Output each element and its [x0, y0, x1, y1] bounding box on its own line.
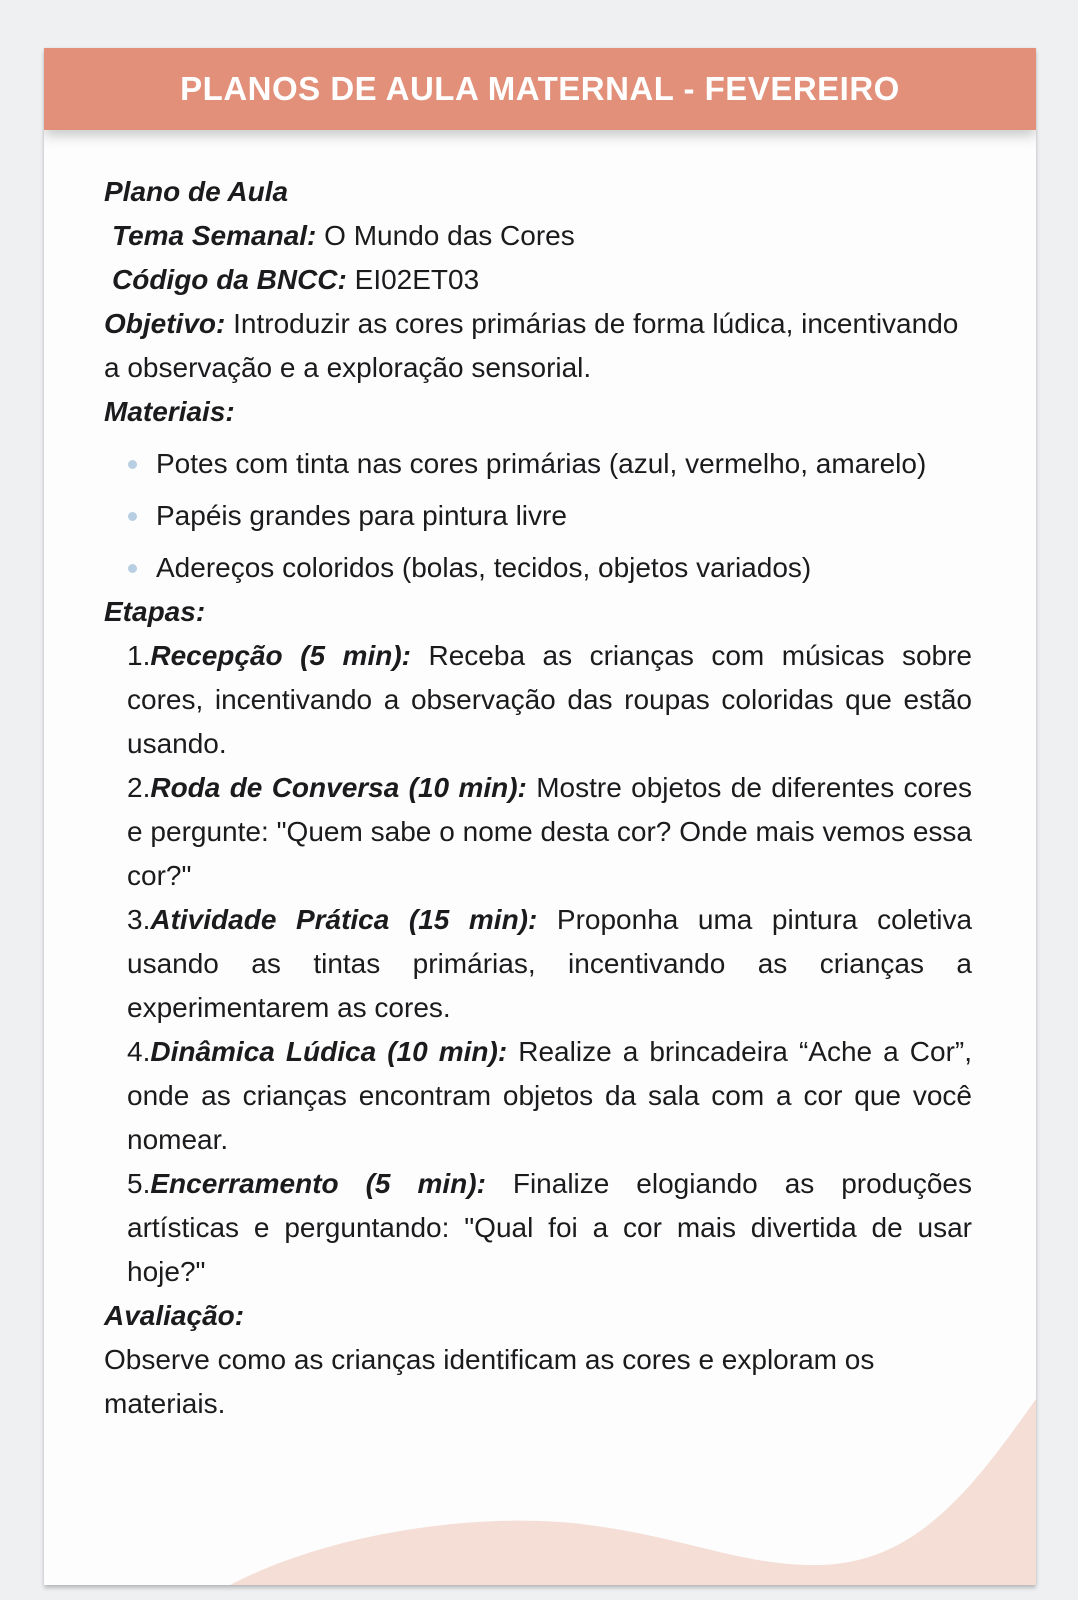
step-item: [127, 766, 972, 898]
field-value: EI02ET03: [354, 264, 480, 295]
step-number: 2.: [127, 772, 151, 803]
document-body: [44, 130, 1036, 1426]
objetivo-label: Objetivo:: [104, 308, 226, 339]
step-number: 5.: [127, 1168, 151, 1199]
step-title: Atividade Prática (15 min):: [150, 904, 538, 935]
document-card: [44, 48, 1036, 1585]
list-item: [104, 546, 972, 590]
bullet-dot-icon: [128, 460, 137, 469]
field-value: O Mundo das Cores: [324, 220, 575, 251]
materiais-list: [104, 442, 972, 590]
list-item-text: Papéis grandes para pintura livre: [156, 500, 567, 531]
etapas-label: Etapas:: [104, 596, 206, 627]
field-row-bncc: [104, 258, 972, 302]
step-item: [127, 898, 972, 1030]
step-number: 4.: [127, 1036, 151, 1067]
field-label: Código da BNCC:: [112, 264, 347, 295]
bullet-dot-icon: [128, 512, 137, 521]
step-text: Proponha uma pintura coletiva usando as tintas primárias, incentivando as crianças a experimentarem as cores.: [127, 904, 973, 1023]
step-title: Roda de Conversa (10 min):: [150, 772, 527, 803]
step-text: Finalize elogiando as produções artísticas e perguntando: "Qual foi a cor mais divertida de usar hoje?": [127, 1168, 972, 1287]
etapas-list: [104, 634, 972, 1294]
list-item: [104, 494, 972, 538]
step-number: 1.: [127, 640, 151, 671]
step-item: [127, 1030, 972, 1162]
avaliacao-text: Observe como as crianças identificam as cores e exploram os materiais.: [104, 1344, 875, 1419]
bullet-dot-icon: [128, 564, 137, 573]
field-label: Tema Semanal:: [112, 220, 317, 251]
step-number: 3.: [127, 904, 151, 935]
step-text: Receba as crianças com músicas sobre cores, incentivando a observação das roupas coloridas que estão usando.: [127, 640, 972, 759]
plan-heading: Plano de Aula: [104, 176, 289, 207]
list-item-text: Adereços coloridos (bolas, tecidos, objetos variados): [156, 552, 812, 583]
materiais-label: Materiais:: [104, 396, 235, 427]
step-item: [127, 634, 972, 766]
banner-title: PLANOS DE AULA MATERNAL - FEVEREIRO: [180, 70, 900, 107]
step-text: Mostre objetos de diferentes cores e pergunte: "Quem sabe o nome desta cor? Onde mais vemos essa cor?": [127, 772, 973, 891]
step-text: Realize a brincadeira “Ache a Cor”, onde as crianças encontram objetos da sala com a cor que você nomear.: [127, 1036, 973, 1155]
field-row-tema: [104, 214, 972, 258]
step-title: Dinâmica Lúdica (10 min):: [150, 1036, 508, 1067]
step-item: [127, 1162, 972, 1294]
objetivo-text: Introduzir as cores primárias de forma lúdica, incentivando a observação e a exploração sensorial.: [104, 308, 959, 383]
step-title: Recepção (5 min):: [150, 640, 411, 671]
banner: [44, 48, 1036, 130]
step-title: Encerramento (5 min):: [150, 1168, 486, 1199]
list-item-text: Potes com tinta nas cores primárias (azul, vermelho, amarelo): [156, 448, 927, 479]
avaliacao-label: Avaliação:: [104, 1300, 245, 1331]
list-item: [104, 442, 972, 486]
objetivo-paragraph: [104, 302, 972, 390]
